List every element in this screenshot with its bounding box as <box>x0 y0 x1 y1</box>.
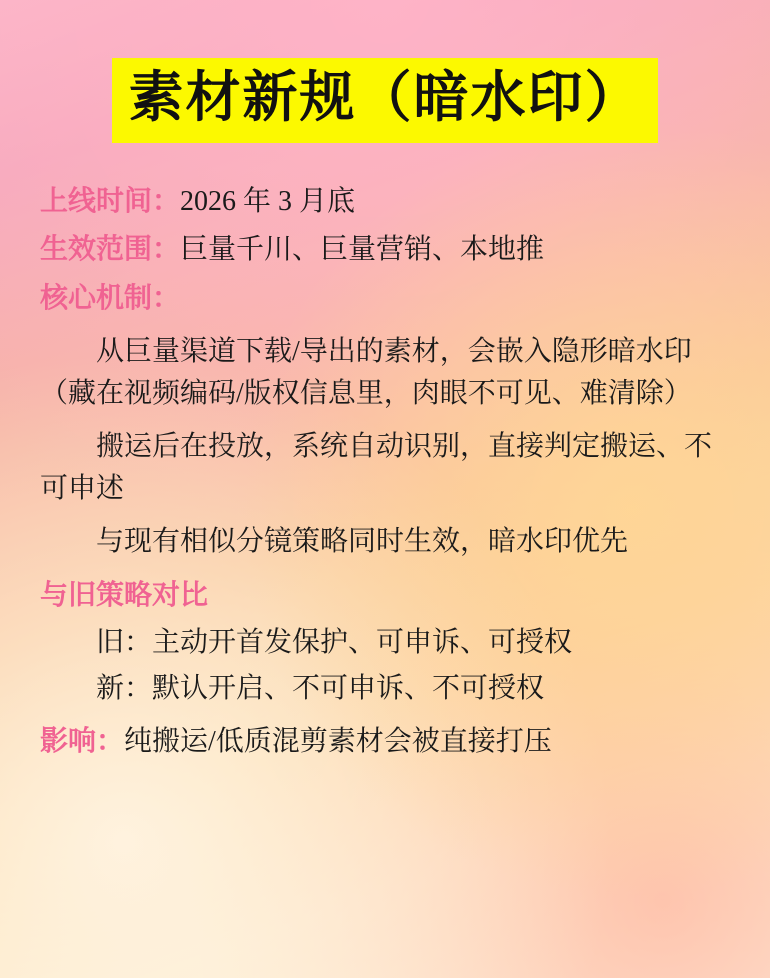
title-container <box>26 58 744 143</box>
mechanism-paragraph: 与现有相似分镜策略同时生效，暗水印优先 <box>96 525 629 557</box>
impact-label: 影响： <box>40 725 125 757</box>
field-scope <box>40 229 730 272</box>
field-core-mechanism <box>40 278 730 321</box>
compare-item-old: 旧：主动开首发保护、可申诉、可授权 <box>96 626 573 658</box>
mechanism-paragraph: 搬运后在投放，系统自动识别，直接判定搬运、不可申述 <box>40 430 713 505</box>
impact-value: 纯搬运/低质混剪素材会被直接打压 <box>124 725 552 757</box>
field-value: 2026 年 3 月底 <box>180 185 356 217</box>
compare-heading: 与旧策略对比 <box>40 580 209 612</box>
field-label: 上线时间： <box>40 185 181 217</box>
impact-line <box>40 721 730 764</box>
compare-item-new: 新：默认开启、不可申诉、不可授权 <box>96 673 545 705</box>
page-title: 素材新规（暗水印） <box>112 58 657 143</box>
field-label: 核心机制： <box>40 282 181 314</box>
field-label: 生效范围： <box>40 234 181 266</box>
poster-body <box>26 181 744 764</box>
field-value: 巨量千川、巨量营销、本地推 <box>180 234 545 266</box>
field-launch-time <box>40 181 730 224</box>
mechanism-paragraph: 从巨量渠道下载/导出的素材，会嵌入隐形暗水印（藏在视频编码/版权信息里，肉眼不可见、难清除） <box>40 335 692 410</box>
